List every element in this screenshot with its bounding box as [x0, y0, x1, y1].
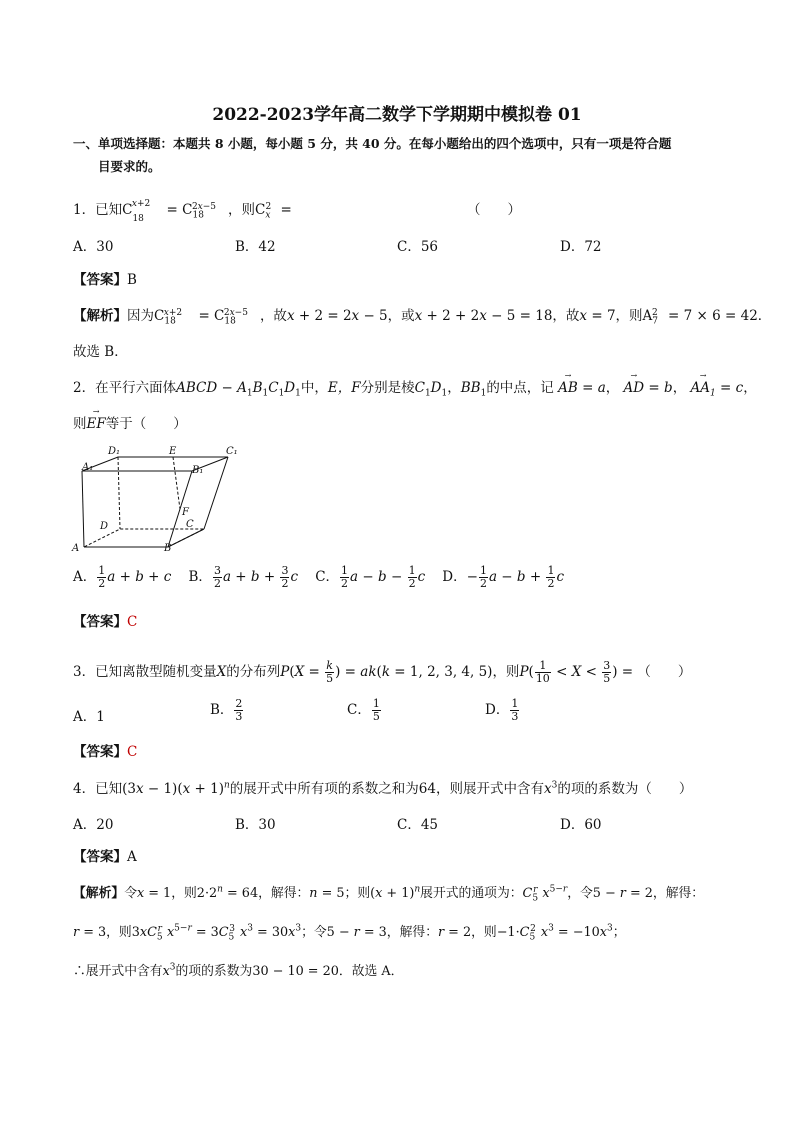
q4-option-a: A．20: [73, 817, 114, 833]
label-d: D: [100, 521, 109, 532]
label-f: F: [182, 507, 189, 518]
q3-option-b: B． $\frac{2}{3}$: [210, 697, 243, 723]
q2-answer: 【答案】C: [73, 614, 138, 630]
q2-options: A． $\frac{1}{2}$ a + b + c B． $\frac{3}{2}$ a + b + $\frac{3}{2}$ c C． $\frac{1}{2}$ a − b − $\frac{1}{2}$ c D．− $\frac{1}{2}$ a − b + $\frac{1}{2}$ c: [73, 564, 565, 590]
q3-option-d: D． $\frac{1}{3}$: [485, 697, 519, 723]
section-heading-cont: 目要求的。: [98, 159, 161, 174]
q1-option-d: D．72: [560, 239, 602, 255]
q4-analysis-line3: ∴展开式中含有$x^3$的项的系数为30 − 10 = 20．故选 A．: [73, 962, 404, 979]
question-2-line2: 则EF → 等于（ ）: [73, 407, 187, 432]
q4-option-b: B．30: [235, 817, 276, 833]
label-c1: C₁: [226, 446, 238, 457]
label-b1: B₁: [192, 465, 204, 476]
q4-analysis-line1: 【解析】令x = 1，则$2\cdot 2^n = 64$，解得：n = 5；则$(x + 1)^n$展开式的通项为：$C_5^r$ $x^{5-r}$，令5 − r = 2，解得：: [73, 884, 705, 904]
label-a: A: [72, 543, 80, 554]
label-a1: A₁: [82, 462, 94, 473]
label-b: B: [164, 543, 172, 554]
question-1-blank: （ ）: [467, 202, 521, 218]
label-c: C: [186, 519, 194, 530]
q4-analysis-line2: r = 3，则$3xC_5^r$ $x^{5-r} = 3C_5^3$ $x^3 = 30x^3$；令5 − r = 3，解得：r = 2，则$-1\cdot C_5^2$ $x^3 = -10x^3$；: [73, 923, 626, 943]
q1-answer: 【答案】B: [73, 272, 137, 288]
question-3: 3．已知离散型随机变量X的分布列P(X = $\frac{k}{5}$ ) = ak(k = 1, 2, 3, 4, 5)，则P( $\frac{1}{10}$ < X < $\frac{3}{5}$ ) = （ ）: [73, 659, 692, 685]
question-1: 1．已知$C_{18}^{x+2} = C_{18}^{2x-5}$ ，则$C_x^2$ =: [73, 198, 292, 224]
question-2: 2．在平行六面体ABCD − $A_1B_1C_1D_1$中，E，F分别是棱$C_1D_1$，$BB_1$的中点，记 AB → = a， AD → = b， $AA_1$ → = c，: [73, 371, 757, 399]
q3-answer: 【答案】C: [73, 744, 138, 760]
label-d1: D₁: [108, 446, 121, 457]
page-title: 2022-2023学年高二数学下学期期中模拟卷 01: [212, 105, 582, 125]
q1-option-b: B．42: [235, 239, 276, 255]
q3-option-c: C． $\frac{1}{5}$: [347, 697, 380, 723]
section-heading: 一、单项选择题：本题共 8 小题，每小题 5 分，共 40 分。在每小题给出的四个选项中，只有一项是符合题: [73, 136, 672, 151]
q4-option-d: D．60: [560, 817, 602, 833]
top-face: [82, 457, 228, 471]
q1-analysis: 【解析】因为$C_{18}^{x+2} = C_{18}^{2x-5}$ ，故x + 2 = 2x − 5，或x + 2 + 2x − 5 = 18，故x = 7，则$A_7^2 = 7 \times 6 = 42$．: [73, 307, 772, 327]
q1-option-a: A．30: [73, 239, 114, 255]
question-4: 4．已知$(3x - 1)(x + 1)^n$的展开式中所有项的系数之和为64，则展开式中含有$x^3$的项的系数为（ ）: [73, 780, 693, 797]
q1-conclusion: 故选 B．: [73, 344, 128, 360]
q1-option-c: C．56: [397, 239, 439, 255]
q3-option-a: A．1: [73, 709, 105, 725]
label-e: E: [169, 446, 177, 457]
parallelepiped-figure: [72, 443, 258, 554]
q4-option-c: C．45: [397, 817, 439, 833]
q4-answer: 【答案】A: [73, 849, 137, 865]
